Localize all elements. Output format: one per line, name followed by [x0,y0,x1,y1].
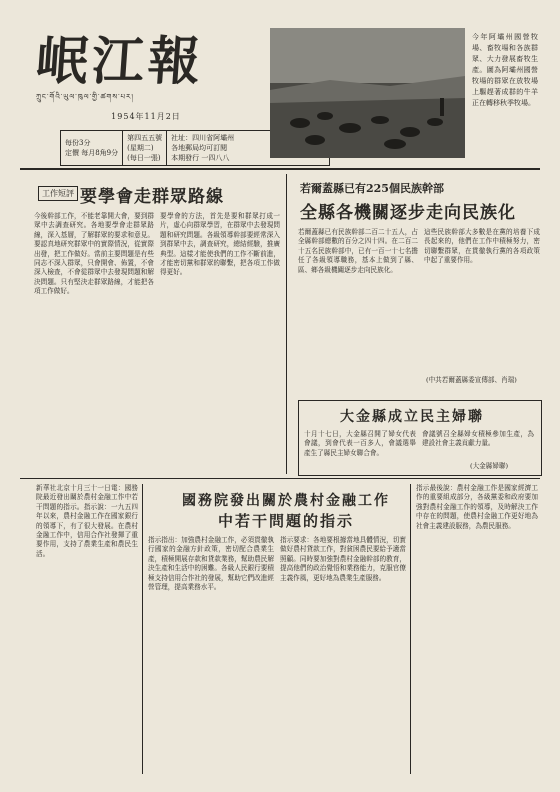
article-body: 新華社北京十月三十一日電：國務院最近發出關於農村金融工作中若干問題的指示。指示說：一九五四年以來，農村金融工作在國家銀行的領導下，有了很大發展。在農村金融工作中，信用合作社發揮了重要作用，支持了農業生產和農民生活。 [36,484,138,558]
monthly-price: 定價 每月8角9分 [65,149,119,157]
headline-state-council: 國務院發出關於農村金融工作 [182,493,390,509]
section-divider [20,478,540,479]
article-body: 會議號召全縣婦女積極參加生產，為建設社會主義貢獻力量。 [422,430,534,448]
newspaper-title: 岷江報 [33,31,207,92]
column-divider [142,484,143,774]
article-body: 指示要求：各地要根據當地具體情況，切實做好農村貸款工作，對貧困農民要給予適當照顧。同時要加強對農村金融幹部的教育，提高他們的政治覺悟和業務能力，克服官僚主義作風，更好地為農業生產服務。 [280,536,406,582]
article-source: (中共若爾蓋縣委宣傳部、肖瑞) [426,376,517,384]
article-body: 十月十七日，大金縣召開了婦女代表會議，到會代表一百多人，會議選舉產生了縣民主婦女聯合會。 [304,430,416,457]
headline-directive: 中若干問題的指示 [218,512,355,530]
column-divider [410,484,411,774]
issue-weekday: (星期二) [127,144,154,152]
subscription: 各地郵局均可訂閱 [171,144,228,152]
address-cell [167,131,238,165]
article-source: (大金縣婦聯) [470,462,509,470]
issue-cell [123,131,167,165]
headline-learn-mass-line: 要學會走群眾路線 [80,187,224,207]
address: 社址：四川省阿壩州 [171,134,235,142]
headline-womens-federation: 大金縣成立民主婦聯 [340,409,484,425]
article-body: 若爾蓋縣已有民族幹部二百二十五人，占全縣幹部總數的百分之四十四。在二百二十五名民族幹部中，已有一百一十七名擔任了各級領導職務，基本上做到了縣、區、鄉各級機關逐步走向民族化。 [298,228,418,274]
article-body: 要學會的方法，首先是要和群眾打成一片，虛心向群眾學習，在群眾中去發現問題和研究問題。各級領導幹部要經常深入到群眾中去，調查研究，總結經驗，推廣典型。這樣才能使我們的工作不斷前進，才能密切黨和群眾的聯繫，把各項工作做得更好。 [160,212,280,277]
article-body: 這些民族幹部大多數是在黨的培養下成長起來的，他們在工作中積極努力，密切聯繫群眾，在貫徹執行黨的各項政策中起了重要作用。 [424,228,540,265]
photo-caption: 今年阿壩州國營牧場、畜牧場和各族群眾、大力發展畜牧生產。圖為阿壩州國營牧場的群眾在放牧場上驅趕著成群的牛羊正在轉移秋季牧場。 [472,33,538,107]
subheadline-cadres: 若爾蓋縣已有225個民族幹部 [300,182,444,195]
circulation: 本期發行 一四八八 [171,154,230,162]
price: 每份3分 [65,139,91,147]
masthead [33,31,256,122]
article-body: 今後幹部工作，不能老靠開大會，要到群眾中去調查研究。各地要學會走群眾路線，深入基層，了解群眾的要求和意見。要認真地研究群眾中的實際情況，從實際出發，把工作做好。當前主要問題是有些同志不深入群眾，只會開會、佈置，不會深入檢查，不會從群眾中去發現問題和解決問題。只有堅決走群眾路線，才能把各項工作做好。 [34,212,154,296]
issue-number: 第四五五號 [127,134,163,142]
front-photo [270,28,465,158]
issue-frequency: (每日一張) [127,154,161,162]
article-body: 指示指出：加強農村金融工作，必須貫徹執行國家的金融方針政策，密切配合農業生產，積極開展存款和貸款業務，幫助農民解決生產和生活中的困難。各級人民銀行要積極支持信用合作社的發展，幫助它們改進經營管理，提高業務水平。 [148,536,274,592]
issue-date: 1954年11月2日 [111,112,181,121]
article-tag: 工作短評 [38,186,78,201]
headline-nationalization: 全縣各機關逐步走向民族化 [300,203,516,223]
article-body: 指示最後說：農村金融工作是國家經濟工作的重要組成部分，各級黨委和政府要加強對農村金融工作的領導，及時解決工作中存在的問題，使農村金融工作更好地為社會主義建設服務，為農民服務。 [416,484,538,530]
price-cell [61,131,123,165]
masthead-divider [20,168,540,170]
column-divider [286,174,287,474]
tibetan-title: ཀྲུང་གོའི་ཡུལ་ཁུལ་གྱི་ཚགས་པར། [36,93,134,101]
